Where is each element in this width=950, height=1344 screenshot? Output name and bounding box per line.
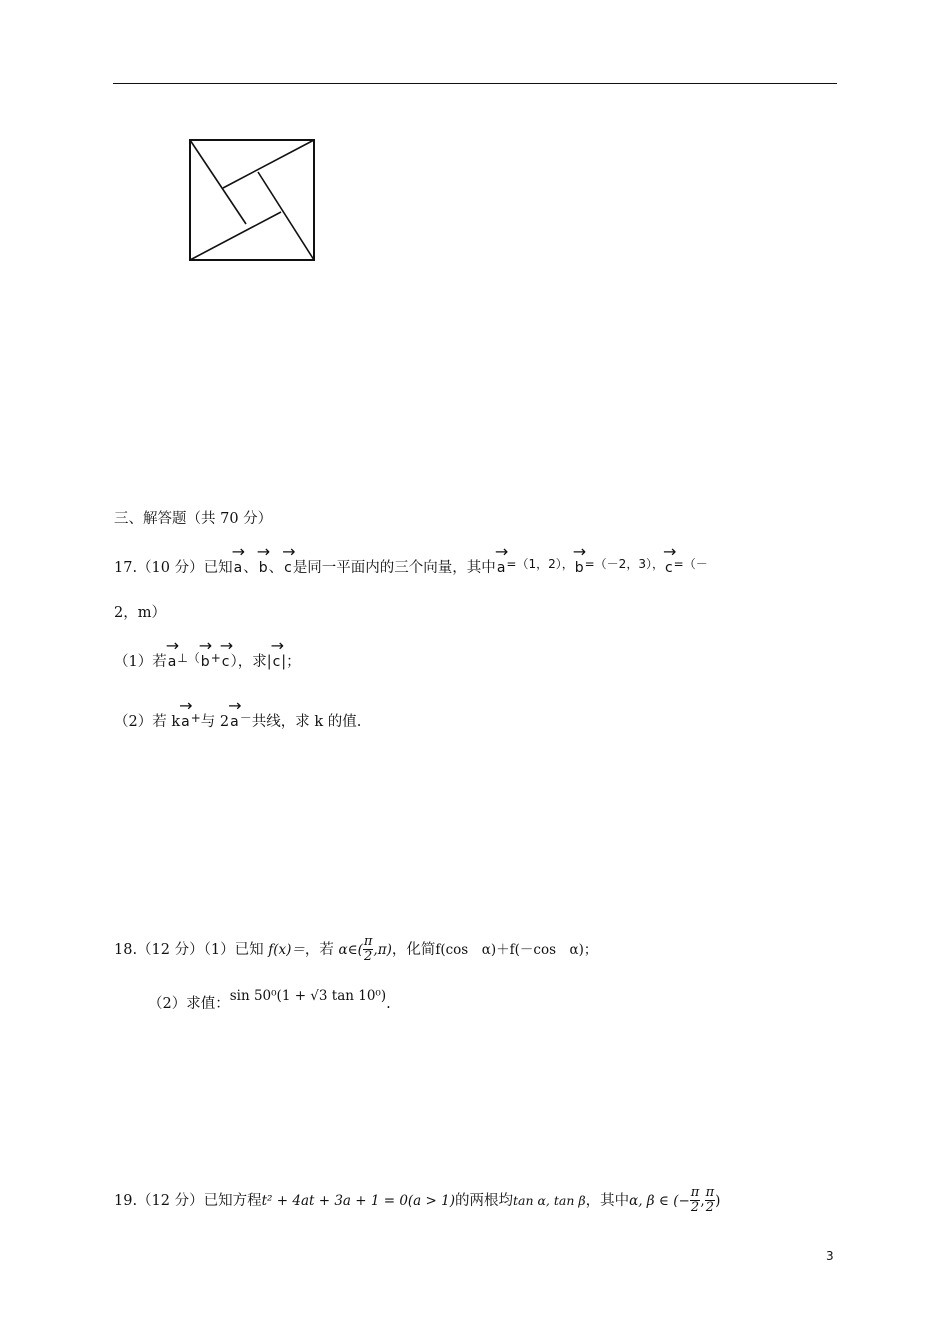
vector-a: → a bbox=[167, 655, 178, 669]
q18-part2: （2）求值：sin 50⁰(1 + √3 tan 10⁰). bbox=[148, 988, 391, 1012]
vector-a: → a bbox=[229, 715, 240, 729]
vector-c: → c bbox=[664, 561, 674, 575]
vector-a: → a bbox=[233, 561, 244, 575]
vector-c: → c bbox=[283, 561, 293, 575]
q17-stem-cont: 2，m） bbox=[114, 605, 166, 621]
header-rule bbox=[113, 83, 837, 84]
q17-part2: （2）若 k→ a+与 2→ a－共线，求 k 的值. bbox=[114, 712, 361, 730]
q18-part1: 18.（12 分）（1）已知 f(x)＝，若 α∈( $\frac{\pi}{2}$ ,π)，化简f(cos α)＋f(－cos α)； bbox=[114, 934, 598, 965]
section-title: 三、解答题（共 70 分） bbox=[114, 511, 273, 527]
fraction-pi-over-2: $\frac{\pi}{2}$ bbox=[690, 1185, 700, 1216]
square-figure bbox=[186, 136, 318, 264]
vector-a: → a bbox=[496, 561, 507, 575]
page-number: 3 bbox=[826, 1249, 834, 1263]
q17-stem: 17.（10 分）已知→ a、→ b、→ c是同一平面内的三个向量，其中→ $a^{=(1,2),}\to b^{=(-2,3),}\to c^{=(-}$ bbox=[114, 558, 708, 576]
vector-b: → b bbox=[574, 561, 585, 575]
vector-b: → b bbox=[258, 561, 269, 575]
fraction-pi-over-2: $\frac{\pi}{2}$ bbox=[363, 934, 373, 965]
vector-a: → a bbox=[180, 715, 191, 729]
vector-b: → b bbox=[200, 655, 211, 669]
vector-c: → c bbox=[221, 655, 231, 669]
q18-expression: sin 50⁰(1 + √3 tan 10⁰) bbox=[229, 988, 387, 1004]
vector-c: → c bbox=[272, 655, 282, 669]
fraction-pi-over-2: $\frac{\pi}{2}$ bbox=[705, 1185, 715, 1216]
q19-stem: 19.（12 分）已知方程t² + 4at + 3a + 1 = 0(a > 1)的两根均tan α, tan β，其中α, β ∈ (− $\frac{\pi}{2}$ , $\frac{\pi}{2}$ ) bbox=[114, 1185, 721, 1216]
q17-part1: （1）若→ a⊥（→ b+→ c），求|→ c|； bbox=[114, 652, 301, 670]
